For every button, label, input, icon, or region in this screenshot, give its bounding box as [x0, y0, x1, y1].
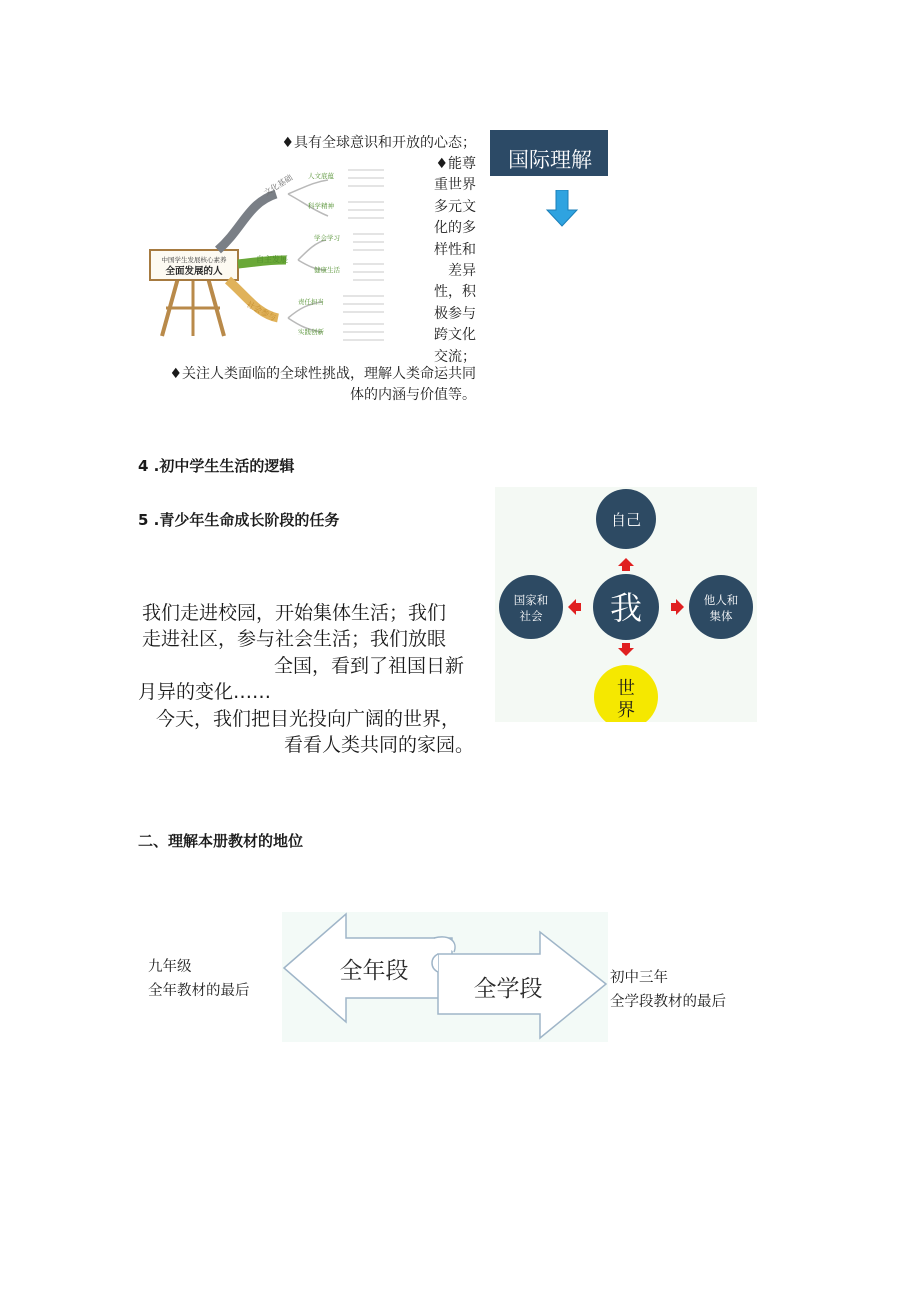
paragraph-line: 走进社区，参与社会生活；我们放眼 [142, 628, 447, 651]
junior-high-note [610, 966, 726, 1014]
global-awareness-line: ♦具有全球意识和开放的心态； [281, 135, 476, 151]
self-label: 自己 [610, 511, 642, 529]
down-arrow-icon [545, 190, 579, 228]
international-understanding-banner [490, 130, 608, 176]
others-label-2: 集体 [709, 609, 733, 623]
paragraph-line: 全国，看到了祖国日新 [273, 654, 464, 677]
world-label-1: 世 [617, 678, 635, 699]
narrow-line: 差异 [448, 263, 476, 280]
narrow-text-column [420, 154, 476, 368]
nation-label-2: 社会 [519, 609, 543, 623]
heading-growth-tasks: 5 .青少年生命成长阶段的任务 [138, 511, 340, 529]
intro-paragraph [138, 600, 474, 758]
sub-branch-1: 人文底蕴 [308, 172, 334, 180]
self-world-diagram [495, 487, 757, 722]
grade-stage-arrows [282, 912, 608, 1042]
paragraph-line: 今天，我们把目光投向广阔的世界， [156, 707, 461, 730]
core-literacy-mindmap [148, 158, 388, 348]
left-arrow-label: 全年段 [339, 958, 409, 984]
ninth-grade-line-2: 全年教材的最后 [148, 983, 250, 999]
mindmap-subtitle: 中国学生发展核心素养 [161, 256, 227, 264]
global-challenge-line-end: 体的内涵与价值等。 [350, 387, 476, 403]
branch-self-development: 自主发展 [256, 255, 288, 264]
heading-student-life-logic: 4 .初中学生生活的逻辑 [138, 457, 295, 475]
paragraph-line: 我们走进校园，开始集体生活；我们 [142, 602, 447, 624]
narrow-line: 跨文化 [434, 327, 476, 344]
center-label: 我 [609, 589, 643, 627]
narrow-line: 样性和 [434, 241, 476, 258]
narrow-line: 多元文 [434, 198, 476, 215]
mindmap-title: 全面发展的人 [165, 266, 223, 277]
branch-social: 社会参与 [245, 299, 278, 323]
others-collective-circle [689, 575, 753, 639]
ninth-grade-line-1: 九年级 [148, 959, 192, 975]
sub-branch-5: 责任担当 [298, 298, 324, 306]
sub-branch-6: 实践创新 [298, 328, 324, 336]
ninth-grade-note [148, 955, 250, 1003]
narrow-line: 性，积 [434, 284, 476, 301]
paragraph-line: 月异的变化…… [138, 681, 272, 704]
narrow-line: 化的多 [434, 220, 476, 237]
others-label-1: 他人和 [703, 593, 739, 607]
narrow-line: 极参与 [434, 305, 476, 322]
right-arrow-label: 全学段 [473, 976, 543, 1002]
narrow-line: 交流； [434, 348, 476, 365]
junior-high-line-2: 全学段教材的最后 [610, 994, 726, 1010]
nation-label-1: 国家和 [513, 593, 549, 607]
nation-society-circle [499, 575, 563, 639]
sub-branch-4: 健康生活 [314, 266, 340, 274]
junior-high-line-1: 初中三年 [610, 970, 668, 986]
world-label-2: 界 [617, 700, 635, 721]
narrow-line: ♦能尊 [435, 156, 476, 172]
sub-branch-3: 学会学习 [314, 234, 340, 242]
narrow-line: 重世界 [434, 177, 476, 194]
global-challenge-line: ♦关注人类面临的全球性挑战，理解人类命运共同 [169, 366, 476, 382]
international-understanding-label: 国际理解 [508, 148, 592, 172]
heading-textbook-position: 二、理解本册教材的地位 [138, 832, 304, 850]
sub-branch-2: 科学精神 [308, 202, 334, 210]
branch-culture: 文化基础 [262, 173, 295, 198]
paragraph-line: 看看人类共同的家园。 [283, 734, 474, 757]
